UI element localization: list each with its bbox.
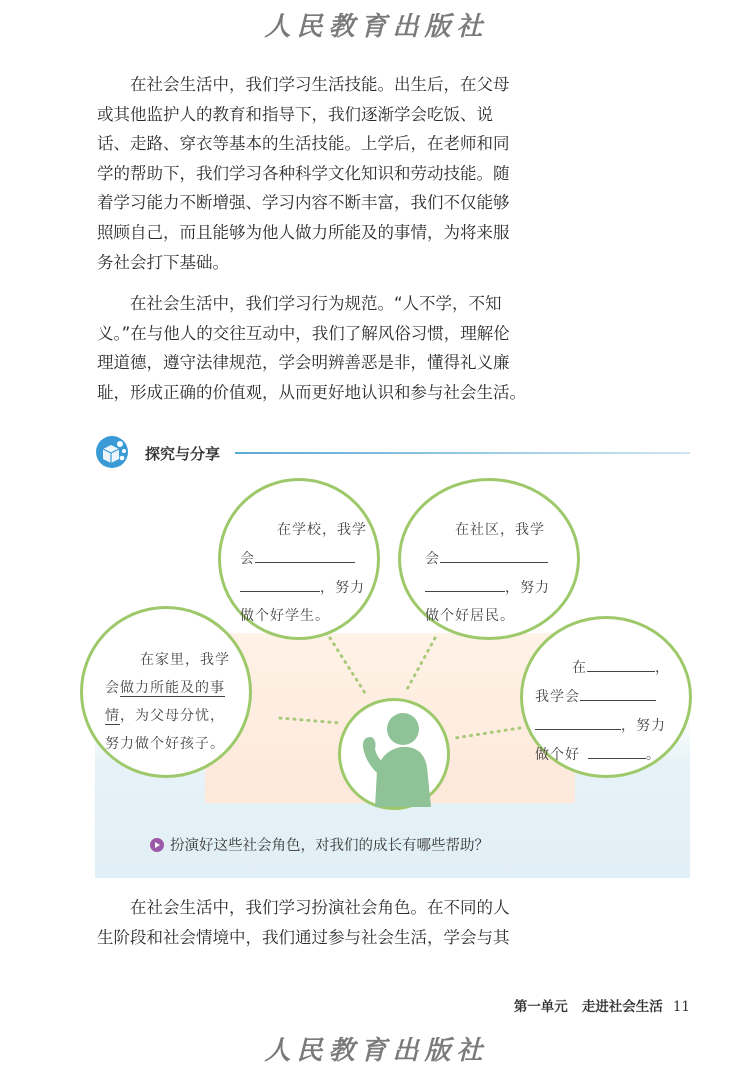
child-silhouette-circle	[338, 698, 450, 810]
fill-blank[interactable]	[587, 653, 655, 672]
bubble-text-line: 我学会	[535, 689, 580, 705]
bubble-text-line: 做个好学生。	[240, 608, 330, 624]
bubble-text-line: 会	[105, 680, 120, 696]
child-silhouette-icon	[341, 701, 447, 807]
handwritten-answer: 情	[105, 708, 120, 724]
text-line: 在社会生活中，我们学习生活技能。出生后，在父母	[130, 75, 510, 94]
text-line: 义。”在与他人的交往互动中，我们了解风俗习惯，理解伦	[97, 323, 510, 343]
fill-blank[interactable]	[440, 544, 548, 563]
molecule-cube-icon	[95, 435, 129, 469]
unit-label: 第一单元	[513, 999, 568, 1015]
fill-blank[interactable]	[580, 682, 656, 701]
fill-blank[interactable]	[588, 740, 646, 759]
fill-blank[interactable]	[425, 573, 505, 592]
text-line: 着学习能力不断增强、学习内容不断丰富，我们不仅能够	[97, 193, 510, 213]
bubble-home-text	[105, 646, 230, 758]
bubble-text-line: 。	[646, 747, 661, 763]
fill-blank[interactable]	[255, 544, 355, 563]
page-footer	[514, 995, 690, 1015]
text-line: 或其他监护人的教育和指导下，我们逐渐学会吃饭、说	[97, 104, 493, 124]
bubble-text-line: ，努力	[505, 580, 550, 596]
unit-title: 走进社会生活	[581, 999, 663, 1015]
bubble-text-line: 做个好	[535, 747, 580, 763]
text-line: 照顾自己，而且能够为他人做力所能及的事情，为将来服	[97, 222, 510, 242]
text-line: 生阶段和社会情境中，我们通过参与社会生活，学会与其	[97, 927, 510, 947]
text-line: 学的帮助下，我们学习各种科学文化知识和劳动技能。随	[97, 163, 510, 183]
bubble-text-line: ，为父母分忧，	[120, 708, 225, 724]
play-circle-icon	[150, 838, 164, 852]
text-line: 耻，形成正确的价值观，从而更好地认识和参与社会生活。	[97, 382, 526, 402]
publisher-logo-top: 人民教育出版社	[264, 12, 489, 42]
bubble-text-line: 会	[425, 551, 440, 567]
bubble-text-line: 做个好居民。	[425, 608, 515, 624]
paragraph-life-skills	[97, 70, 545, 277]
bubble-text-line: ，努力	[621, 718, 666, 734]
text-line: 在社会生活中，我们学习扮演社会角色。在不同的人	[130, 898, 510, 917]
bubble-text-line: 在学校，我学	[277, 522, 367, 538]
bubble-community-text	[425, 516, 550, 630]
text-line: 话、走路、穿衣等基本的生活技能。上学后，在老师和同	[97, 134, 510, 154]
text-line: 理道德，遵守法律规范，学会明辨善恶是非，懂得礼义廉	[97, 353, 510, 373]
explore-share-header	[95, 435, 695, 471]
fill-blank[interactable]	[535, 711, 621, 730]
bubble-text-line: 会	[240, 551, 255, 567]
fill-blank[interactable]	[240, 573, 320, 592]
section-title: 探究与分享	[145, 445, 221, 463]
publisher-logo-bottom: 人民教育出版社	[264, 1036, 489, 1066]
paragraph-behavior-norms	[97, 289, 545, 407]
discussion-prompt	[150, 834, 489, 855]
bubble-text-line: 在家里，我学	[140, 652, 230, 668]
bubble-text-line: 在社区，我学	[455, 522, 545, 538]
handwritten-answer: 做力所能及的事	[120, 680, 225, 696]
bubble-text-line: ，努力	[320, 580, 365, 596]
text-line: 务社会打下基础。	[97, 252, 229, 272]
bubble-text-line: 努力做个好孩子。	[105, 736, 225, 752]
bubble-text-line: 在	[572, 660, 587, 676]
explore-panel	[95, 478, 690, 878]
bubble-text-line: ，	[655, 660, 670, 676]
bubble-school-text	[240, 516, 367, 630]
text-line: 在社会生活中，我们学习行为规范。“人不学，不知	[130, 294, 502, 313]
page-number: 11	[672, 999, 690, 1015]
bubble-custom-text	[535, 653, 670, 769]
prompt-text: 扮演好这些社会角色，对我们的成长有哪些帮助？	[170, 838, 489, 854]
paragraph-social-roles	[97, 893, 545, 952]
section-divider	[235, 452, 690, 454]
